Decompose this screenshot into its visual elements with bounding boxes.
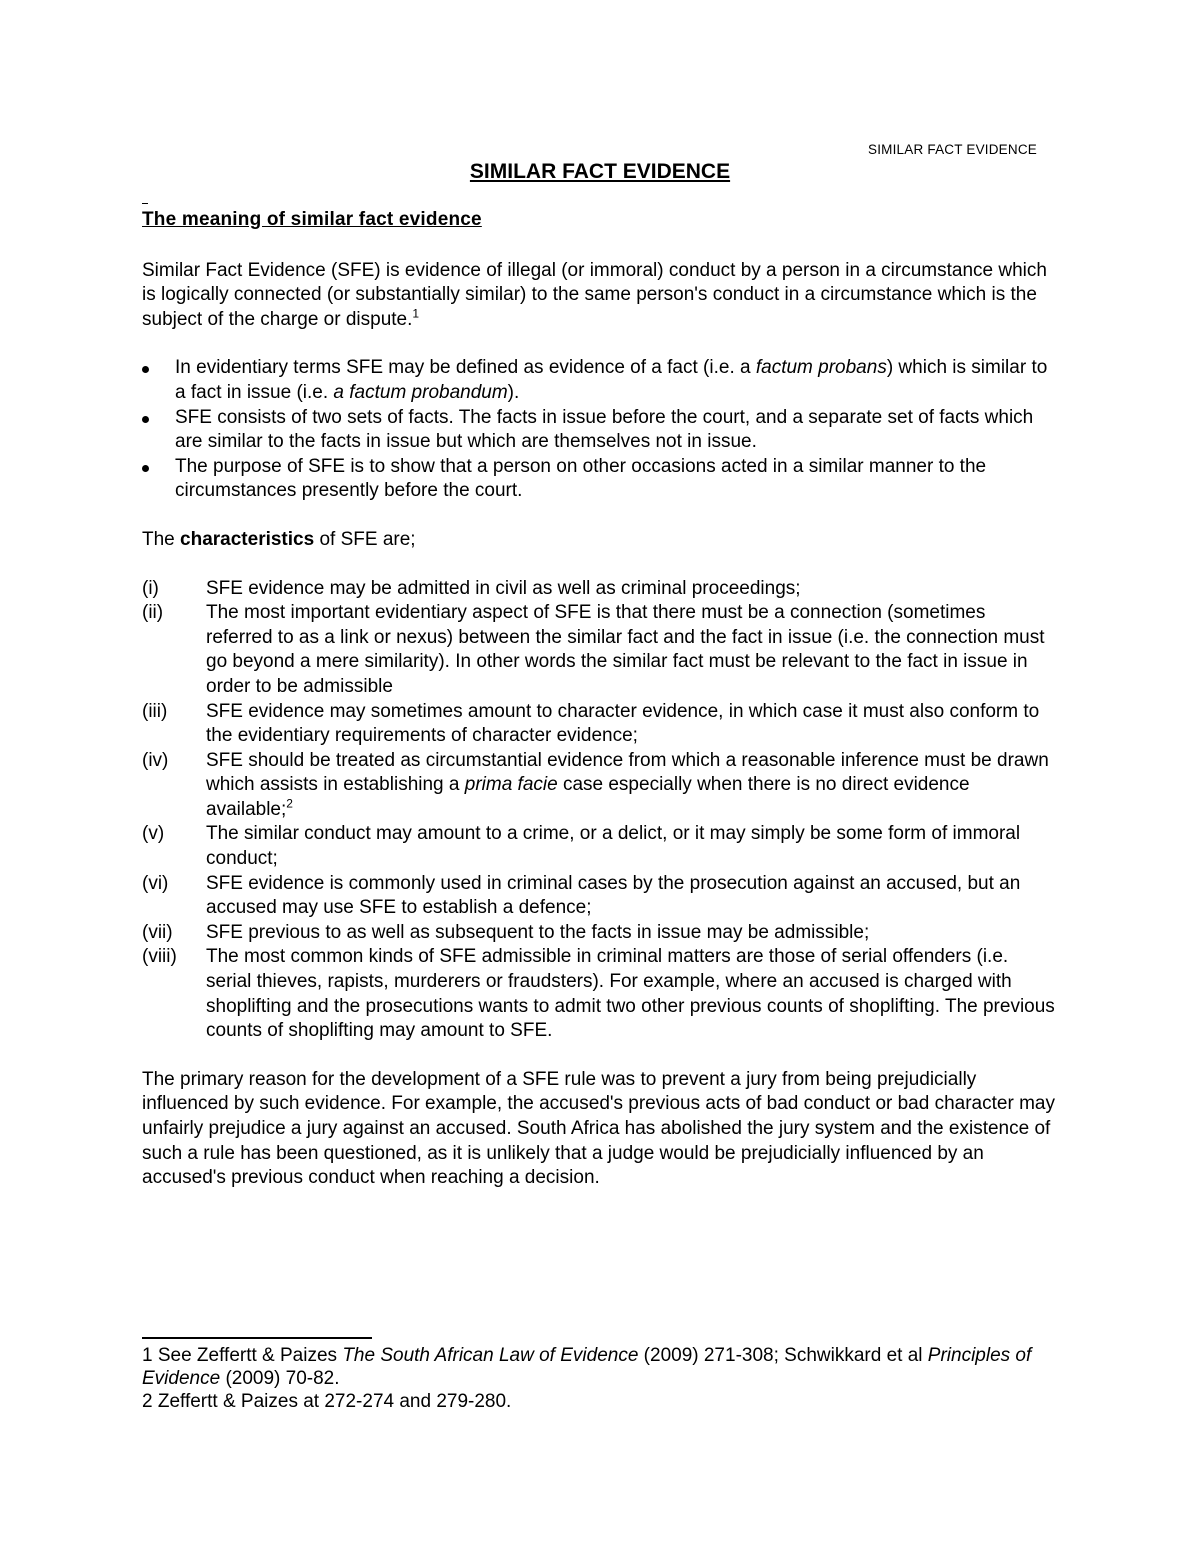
list-item (142, 822, 1057, 871)
item-number: (ii) (142, 602, 164, 624)
bullet-icon (142, 416, 149, 423)
citation-title: Principles of Evidence (142, 1345, 1032, 1389)
item-text: SFE evidence may be admitted in civil as well as criminal proceedings; (206, 577, 801, 599)
latin-term: factum probans (755, 357, 887, 379)
item-text: SFE should be treated as circumstantial evidence from which a reasonable inference must be drawn which assists in establishing a (206, 749, 1049, 796)
document-title: SIMILAR FACT EVIDENCE (469, 160, 731, 183)
characteristics-list (142, 577, 1057, 1044)
bullet-item (142, 455, 1057, 504)
section-heading: The meaning of similar fact evidence (142, 209, 482, 230)
footnote-text: 1 See Zeffertt & Paizes (142, 1345, 343, 1366)
list-item (142, 872, 1057, 921)
bullet-text: In evidentiary terms SFE may be defined as evidence of a fact (i.e. a (175, 357, 756, 379)
footnote-2: 2 Zeffertt & Paizes at 272-274 and 279-280. (142, 1391, 512, 1412)
item-text: SFE evidence is commonly used in criminal cases by the prosecution against an accused, but an accused may use SFE to establish a defence; (206, 872, 1021, 919)
bullet-text: SFE consists of two sets of facts. The facts in issue before the court, and a separate set of facts which are similar to the facts in issue but which are themselves not in issue. (175, 406, 1034, 453)
bullet-item (142, 356, 1057, 405)
citation-title: The South African Law of Evidence (342, 1345, 639, 1366)
list-item (142, 749, 1057, 823)
emphasis-text: characteristics (180, 528, 315, 550)
footnote-text: (2009) 70-82. (220, 1368, 340, 1389)
item-number: (vii) (142, 921, 173, 943)
item-text: The most important evidentiary aspect of SFE is that there must be a connection (sometimes referred to as a link or nexus) between the similar fact and the fact in issue (i.e. the connection must go beyond a mere similarity). In other words the similar fact must be relevant to the fact in issue in order to be admissible (206, 602, 1045, 697)
footnote-1 (142, 1344, 1057, 1390)
document-body (142, 208, 1057, 1215)
item-number: (v) (142, 823, 165, 845)
item-number: (iii) (142, 700, 168, 722)
bullet-text: The purpose of SFE is to show that a person on other occasions acted in a similar manner to the circumstances presently before the court. (175, 455, 987, 502)
intro-text: The (142, 528, 181, 550)
list-item (142, 700, 1057, 749)
item-text: SFE previous to as well as subsequent to the facts in issue may be admissible; (206, 921, 870, 943)
closing-paragraph: The primary reason for the development of a SFE rule was to prevent a jury from being prejudicially influenced by such evidence. For example, the accused's previous acts of bad conduct or bad character may unfairly prejudice a jury against an accused. South Africa has abolished the jury system and the existence of such a rule has been questioned, as it is unlikely that a judge would be prejudicially influenced by an accused's previous conduct when reaching a decision. (142, 1068, 1055, 1189)
item-text: The most common kinds of SFE admissible in criminal matters are those of serial offenders (i.e. serial thieves, rapists, murderers or fraudsters). For example, where an accused is charged with shoplifting and the prosecutions wants to admit two other previous counts of shoplifting. The previous counts of shoplifting may amount to SFE. (206, 946, 1055, 1042)
footnote-ref-2: 2 (286, 796, 293, 811)
list-item (142, 921, 1057, 946)
item-number: (viii) (142, 946, 177, 968)
divider (142, 203, 148, 204)
characteristics-intro (142, 528, 1057, 553)
item-number: (vi) (142, 872, 169, 894)
item-number: (iv) (142, 749, 169, 771)
intro-text: Similar Fact Evidence (SFE) is evidence of illegal (or immoral) conduct by a person in a circumstance which is logically connected (or substantially similar) to the same person's conduct in a circumstance which is the subject of the charge or dispute. (142, 259, 1047, 330)
bullet-icon (142, 465, 149, 472)
list-item (142, 601, 1057, 699)
footnotes (142, 1344, 1057, 1413)
intro-text: of SFE are; (314, 528, 416, 550)
item-text: The similar conduct may amount to a crime, or a delict, or it may simply be some form of immoral conduct; (206, 823, 1021, 870)
running-header: SIMILAR FACT EVIDENCE (868, 142, 1037, 157)
latin-term: a factum probandum (333, 381, 508, 403)
item-number: (i) (142, 577, 159, 599)
latin-term: prima facie (464, 774, 558, 796)
list-item (142, 945, 1057, 1043)
list-item (142, 577, 1057, 602)
bullet-text: ) which is similar to a fact in issue (i.e. (175, 357, 1048, 403)
bullet-list (142, 356, 1057, 504)
bullet-text: ). (507, 381, 520, 403)
bullet-item (142, 406, 1057, 455)
item-text: SFE evidence may sometimes amount to character evidence, in which case it must also conform to the evidentiary requirements of character evidence; (206, 700, 1040, 747)
footnote-text: (2009) 271-308; Schwikkard et al (638, 1345, 928, 1366)
item-text: case especially when there is no direct evidence available; (206, 774, 970, 820)
footnote-ref-1: 1 (412, 306, 420, 321)
intro-paragraph (142, 259, 1057, 333)
footnote-separator (142, 1337, 372, 1339)
bullet-icon (142, 366, 149, 373)
